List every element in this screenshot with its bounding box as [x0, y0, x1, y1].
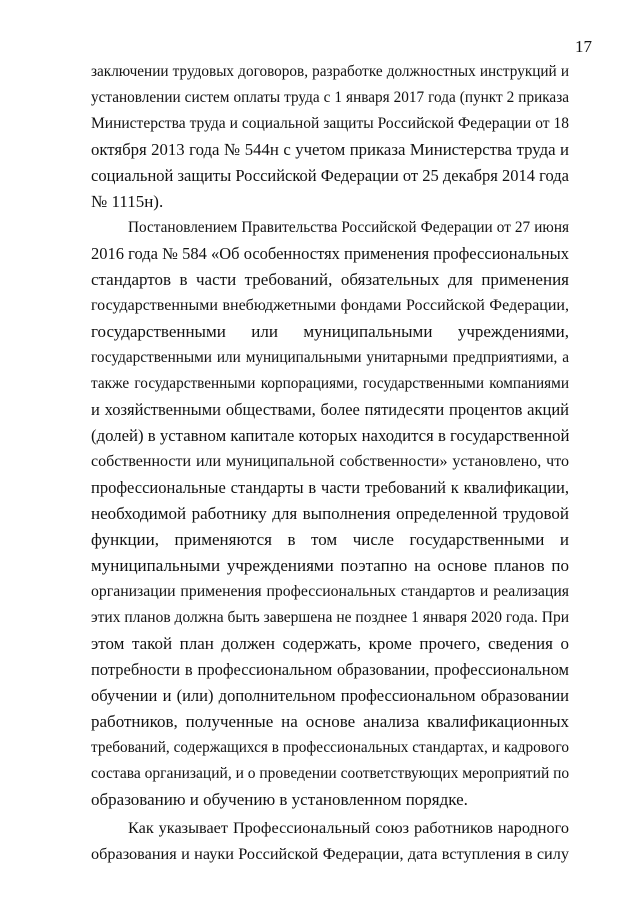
- text-line: стандартов в части требований, обязательных для применения: [91, 270, 569, 289]
- text-line: работников, полученные на основе анализа квалификационных: [91, 712, 569, 731]
- text-line: и хозяйственными обществами, более пятидесяти процентов акций: [91, 400, 569, 419]
- text-line: обучении и (или) дополнительном профессиональном образовании: [91, 686, 569, 705]
- text-line: октября 2013 года № 544н с учетом приказа Министерства труда и: [91, 140, 569, 159]
- text-line: образованию и обучению в установленном порядке.: [91, 790, 468, 809]
- text-line: муниципальными учреждениями поэтапно на основе планов по: [91, 556, 569, 575]
- text-line: собственности или муниципальной собственности» установлено, что: [91, 453, 569, 470]
- text-line: Как указывает Профессиональный союз работников народного: [128, 819, 569, 837]
- text-line: этих планов должна быть завершена не позднее 1 января 2020 года. При: [91, 609, 569, 626]
- text-line: установлении систем оплаты труда с 1 января 2017 года (пункт 2 приказа: [91, 89, 569, 106]
- text-line: государственными или муниципальными унитарными предприятиями, а: [91, 349, 569, 366]
- text-line: этом такой план должен содержать, кроме прочего, сведения о: [91, 634, 569, 653]
- text-line: государственными внебюджетными фондами Российской Федерации,: [91, 297, 569, 314]
- text-line: требований, содержащихся в профессиональных стандартах, и кадрового: [91, 739, 569, 756]
- text-line: необходимой работнику для выполнения определенной трудовой: [91, 504, 569, 523]
- text-line: социальной защиты Российской Федерации от 25 декабря 2014 года: [91, 166, 569, 185]
- text-line: также государственными корпорациями, государственными компаниями: [91, 375, 569, 392]
- page-number: 17: [575, 37, 592, 56]
- text-line: заключении трудовых договоров, разработке должностных инструкций и: [91, 63, 569, 80]
- text-line: Постановлением Правительства Российской Федерации от 27 июня: [128, 219, 569, 236]
- text-line: профессиональные стандарты в части требований к квалификации,: [91, 478, 569, 497]
- text-line: Министерства труда и социальной защиты Российской Федерации от 18: [91, 115, 569, 132]
- text-line: состава организаций, и о проведении соответствующих мероприятий по: [91, 765, 569, 782]
- text-line: организации применения профессиональных стандартов и реализация: [91, 583, 569, 600]
- text-line: государственными или муниципальными учреждениями,: [91, 322, 569, 341]
- text-line: (долей) в уставном капитале которых находится в государственной: [91, 426, 569, 445]
- text-line: функции, применяются в том числе государственными и: [91, 530, 569, 549]
- text-line: образования и науки Российской Федерации, дата вступления в силу: [91, 845, 569, 863]
- text-line: 2016 года № 584 «Об особенностях применения профессиональных: [91, 244, 569, 263]
- text-line: потребности в профессиональном образовании, профессиональном: [91, 660, 569, 679]
- text-line: № 1115н).: [91, 192, 164, 211]
